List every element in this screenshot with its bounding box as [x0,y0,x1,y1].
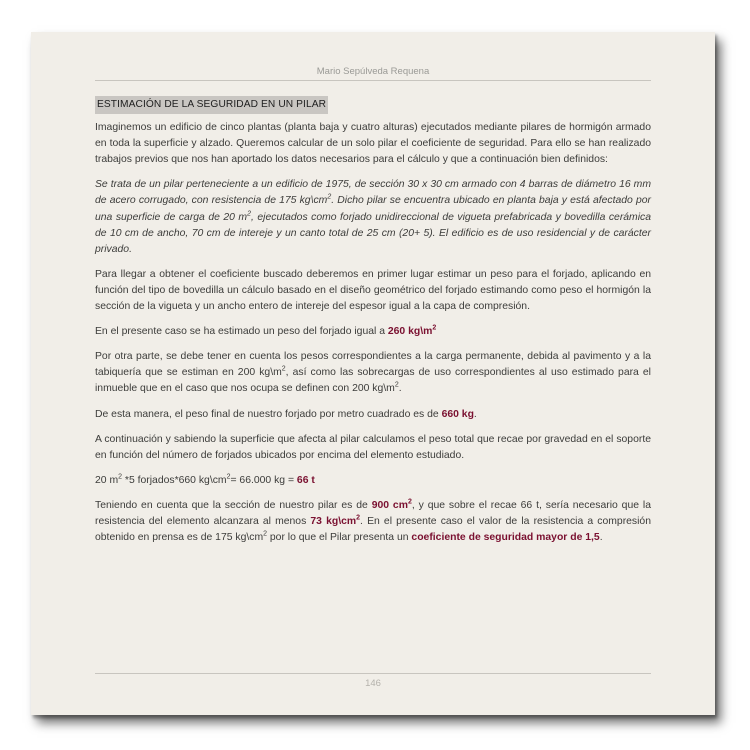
highlight-text: 73 kg\cm [310,515,357,527]
paragraph-forjado-weight [95,324,651,340]
text-segment: , ejecutados como forjado unidireccional de vigueta prefabricada y bovedilla cerámica de 10 cm de ancho, 70 cm de intereje y un canto total de 25 cm (20+ 5). El edificio es de uso residencial y de carácter privado. [95,211,651,255]
paragraph-total-weight: A continuación y sabiendo la superficie que afecta al pilar calculamos el peso total que recae por gravedad en el soporte en función del número de forjados ubicados por encima del elemento estudiado. [95,433,651,461]
document-page [31,32,715,715]
superscript: 2 [247,210,251,218]
text-segment: . [398,383,402,395]
text-segment: *5 forjados*660 kg\cm [122,474,227,486]
superscript: 2 [356,514,361,522]
text-segment: = 66.000 kg = [230,474,297,486]
text-segment: , así como las sobrecargas de uso correspondientes al uso estimado para el inmueble que en el caso que nos ocupa se definen con 200 kg\m [95,367,651,395]
footer-divider [95,673,651,674]
highlight-value: 660 kg [441,408,474,420]
text-segment: Se trata de un pilar perteneciente a un edificio de 1975, de sección 30 x 30 cm armado con 4 barras de diámetro 16 mm de acero corrugado, con resistencia de 175 kg\cm [95,179,651,207]
section-title-wrap [95,96,651,120]
text-segment: . Dicho pilar se encuentra ubicado en planta baja y está afectado por una superficie de carga de 20 m [95,195,651,223]
highlight-value: 66 t [296,474,315,486]
highlight-value [372,500,412,511]
text-segment: . En el presente caso el valor de la resistencia a compresión obtenido en prensa es de 175 kg\cm [95,515,651,544]
highlight-text: 900 cm [371,499,408,511]
superscript: 2 [281,365,286,373]
text-segment: Por otra parte, se debe tener en cuenta los pesos correspondientes a la carga permanente, debida al pavimento y a la tabiquería que se estiman en 200 kg\m [95,351,651,379]
paragraph-intro: Imaginemos un edificio de cinco plantas (planta baja y cuatro alturas) ejecutados mediante pilares de hormigón armado en toda la superficie y alzado. Queremos calcular de un solo pilar el coeficiente de seguridad. Para ello se han realizado trabajos previos que nos han aportado los datos necesarios para el cálculo y que a continuación bien definidos: [95,122,651,166]
section-title: ESTIMACIÓN DE LA SEGURIDAD EN UN PILAR [95,96,328,114]
page-header: Mario Sepúlveda Requena [316,66,430,77]
text-segment: De esta manera, el peso final de nuestro forjado por metro cuadrado es de [95,408,442,420]
text-segment: 20 m [95,474,119,486]
page-content [95,96,651,555]
text-segment: Teniendo en cuenta que la sección de nuestro pilar es de [95,499,372,511]
superscript: 2 [226,473,231,481]
highlight-value [388,326,436,337]
highlight-text: 260 kg\m [387,326,433,338]
superscript: 2 [263,530,268,538]
superscript: 2 [118,473,123,481]
superscript: 2 [432,324,437,332]
text-segment: , y que sobre el recae 66 t, sería necesario que la resistencia del elemento alcanzara al menos [95,499,651,527]
text-segment: . [473,408,477,420]
page-number: 146 [365,678,381,689]
text-segment: por lo que el Pilar presenta un [267,532,412,544]
superscript: 2 [327,194,332,201]
text-segment: . [599,532,603,544]
paragraph-loads [95,349,651,397]
text-segment: En el presente caso se ha estimado un peso del forjado igual a [95,326,388,338]
highlight-value: coeficiente de seguridad mayor de 1,5 [411,532,600,544]
paragraph-method: Para llegar a obtener el coeficiente buscado deberemos en primer lugar estimar un peso para el forjado, aplicando en función del tipo de bovedilla un cálculo basado en el diseño geométrico del forjado estimando como peso el hormigón la sección de la vigueta y un ancho entero de intereje del espesor igual a la capa de compresión. [95,268,651,313]
paragraph-final-weight [95,407,651,423]
superscript: 2 [407,498,412,506]
paragraph-formula [95,473,651,489]
paragraph-conclusion [95,498,651,546]
header-divider [95,80,651,81]
paragraph-pillar-data [95,177,651,257]
highlight-value [310,516,360,527]
superscript: 2 [394,381,399,389]
